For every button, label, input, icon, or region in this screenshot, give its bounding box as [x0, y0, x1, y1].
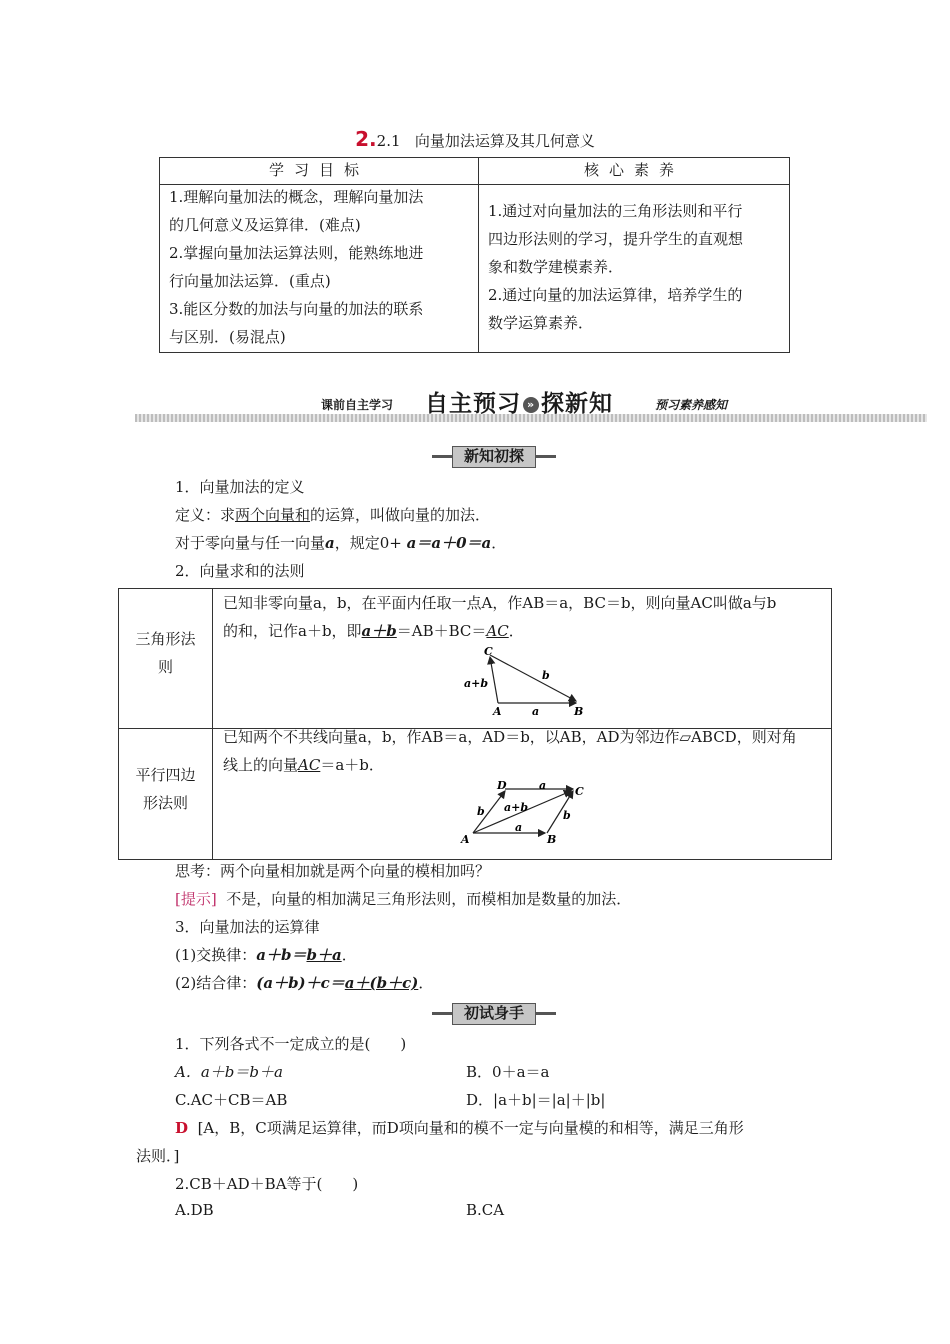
- literacy-line: 四边形法则的学习，提升学生的直观想: [488, 230, 744, 248]
- goals-header-right: 核心素养: [583, 161, 684, 179]
- sec1-definition: [175, 504, 490, 525]
- frag: ．: [418, 974, 434, 992]
- label-b: b: [477, 805, 485, 818]
- label-line: 平行四边: [135, 766, 196, 784]
- q2-option-b: B.CA: [466, 1201, 505, 1219]
- sec1-zero-vector: [175, 532, 506, 553]
- q1-option-d: D．|a＋b|＝|a|＋|b|: [466, 1091, 606, 1109]
- frag: ＝AB＋BC＝: [396, 622, 487, 640]
- label-a: a: [515, 821, 523, 834]
- goal-line: 1.理解向量加法的概念，理解向量加法: [169, 188, 424, 206]
- vector-b: [490, 655, 576, 701]
- literacy-line: 象和数学建模素养．: [488, 258, 624, 276]
- sec1-heading: 1．向量加法的定义: [175, 478, 305, 496]
- label-a: a: [532, 705, 540, 718]
- chevron-right-icon: »: [523, 397, 539, 413]
- banner-main-text: [425, 385, 613, 418]
- rule-line: 已知两个不共线向量a，b，作AB＝a，AD＝b，以AB，AD为邻边作▱ABCD，则对角: [223, 728, 797, 746]
- q1-explanation-cont: 法则．]: [136, 1147, 180, 1165]
- sec2-heading: 2．向量求和的法则: [175, 562, 305, 580]
- learning-goals: [169, 183, 474, 351]
- point-C: C: [484, 647, 493, 658]
- zero-end: ．: [491, 534, 507, 552]
- point-B: B: [547, 833, 557, 846]
- zero-eq: a＝a＋0＝a: [406, 534, 492, 552]
- point-C: C: [575, 785, 584, 798]
- parallelogram-rule-text: [223, 723, 823, 779]
- literacy-line: 2.通过向量的加法运算律，培养学生的: [488, 286, 743, 304]
- banner-main-a: 自主预习: [425, 391, 521, 417]
- label-b: b: [542, 669, 550, 682]
- def-post: 的运算，叫做向量的加法．: [310, 506, 491, 524]
- rule-line: [223, 751, 823, 779]
- commutative-law: [175, 944, 357, 965]
- goal-line: 的几何意义及运算律．(难点): [169, 216, 361, 234]
- label-a-plus-b: a+b: [504, 801, 529, 814]
- frag: ＝a＋b．: [320, 756, 384, 774]
- frag: 的和，记作a＋b，即: [223, 622, 362, 640]
- label-a-top: a: [539, 781, 547, 792]
- literacy-line: 1.通过对向量加法的三角形法则和平行: [488, 202, 743, 220]
- hint-text: 不是，向量的相加满足三角形法则，而模相加是数量的加法．: [226, 890, 632, 908]
- banner-left-text: 课前自主学习: [321, 398, 394, 412]
- section-tag-new: [432, 446, 556, 466]
- label-b-right: b: [563, 809, 571, 822]
- q2-stem: 2.CB＋AD＋BA等于( ): [175, 1175, 359, 1193]
- frag: (1)交换律：: [175, 946, 257, 964]
- triangle-figure: [464, 647, 594, 719]
- point-B: B: [574, 705, 584, 718]
- frag: b＋a: [306, 946, 342, 964]
- label-line: 三角形法: [135, 630, 196, 648]
- zero-pre: 对于零向量与任一向量: [175, 534, 326, 552]
- zero-a: a: [325, 534, 335, 552]
- hint-tag: [提示]: [175, 890, 217, 908]
- parallelogram-figure: [459, 781, 589, 847]
- banner-right-text: 预习素养感知: [655, 398, 728, 412]
- expl-line: [A，B，C项满足运算律，而D项向量和的模不一定与向量模的和相等，满足三角形: [197, 1119, 744, 1137]
- rules-table: [118, 588, 832, 860]
- q1-answer: D: [175, 1119, 189, 1137]
- def-underlined: 两个向量和: [235, 506, 311, 524]
- point-D: D: [497, 781, 507, 792]
- tag-label: 初试身手: [452, 1003, 536, 1025]
- think-question: 思考：两个向量相加就是两个向量的模相加吗？: [175, 862, 491, 880]
- section-tag-try: [432, 1003, 556, 1023]
- frag: a＋b＝: [256, 946, 307, 964]
- think-hint: [175, 888, 631, 909]
- frag: a＋b: [361, 622, 397, 640]
- page-title: [0, 127, 950, 151]
- def-pre: 定义：求: [175, 506, 236, 524]
- title-name: 向量加法运算及其几何意义: [414, 132, 595, 150]
- label-a-plus-b: a+b: [464, 677, 489, 690]
- zero-mid: ，规定0+: [334, 534, 402, 552]
- point-A: A: [493, 705, 502, 718]
- banner-main-b: 探新知: [541, 391, 613, 417]
- literacy-line: 数学运算素养．: [488, 314, 594, 332]
- title-number: 2.: [355, 127, 377, 151]
- q1-explanation: [175, 1117, 744, 1138]
- section-banner: [135, 384, 927, 428]
- rule-line: [223, 617, 823, 645]
- rule-line: 已知非零向量a，b，在平面内任取一点A，作AB＝a，BC＝b，则向量AC叫做a与b: [223, 594, 777, 612]
- goals-header-left: 学习目标: [268, 161, 369, 179]
- table-divider: [478, 158, 479, 352]
- table-divider: [212, 589, 213, 859]
- parallelogram-rule-label: [119, 761, 212, 817]
- sec3-heading: 3．向量加法的运算律: [175, 918, 320, 936]
- goal-line: 与区别．(易混点): [169, 328, 286, 346]
- frag: (2)结合律：: [175, 974, 257, 992]
- frag: (a＋b)＋c＝: [256, 974, 345, 992]
- label-line: 形法则: [142, 794, 188, 812]
- frag: ．: [341, 946, 357, 964]
- q1-stem: 1．下列各式不一定成立的是( ): [175, 1035, 407, 1053]
- goals-table: [159, 157, 790, 353]
- q1-option-c: C.AC＋CB＝AB: [175, 1091, 288, 1109]
- goal-line: 3.能区分数的加法与向量的加法的联系: [169, 300, 424, 318]
- frag: 线上的向量: [223, 756, 299, 774]
- triangle-rule-text: [223, 589, 823, 645]
- vector-sum: [490, 657, 498, 703]
- triangle-rule-label: [119, 625, 212, 681]
- frag: AC: [298, 756, 321, 774]
- q1-option-b: B．0＋a＝a: [466, 1063, 550, 1081]
- core-literacy: [488, 197, 788, 337]
- point-A: A: [461, 833, 470, 846]
- label-line: 则: [157, 658, 173, 676]
- title-section: 2.1: [376, 132, 401, 150]
- associative-law: [175, 972, 433, 993]
- tag-label: 新知初探: [452, 446, 536, 468]
- q2-option-a: A.DB: [175, 1201, 214, 1219]
- q1-option-a: A．a＋b＝b＋a: [175, 1063, 283, 1081]
- frag: ．: [508, 622, 524, 640]
- goal-line: 2.掌握向量加法运算法则，能熟练地进: [169, 244, 424, 262]
- frag: AC: [486, 622, 509, 640]
- goal-line: 行向量加法运算．(重点): [169, 272, 331, 290]
- frag: a＋(b＋c): [344, 974, 419, 992]
